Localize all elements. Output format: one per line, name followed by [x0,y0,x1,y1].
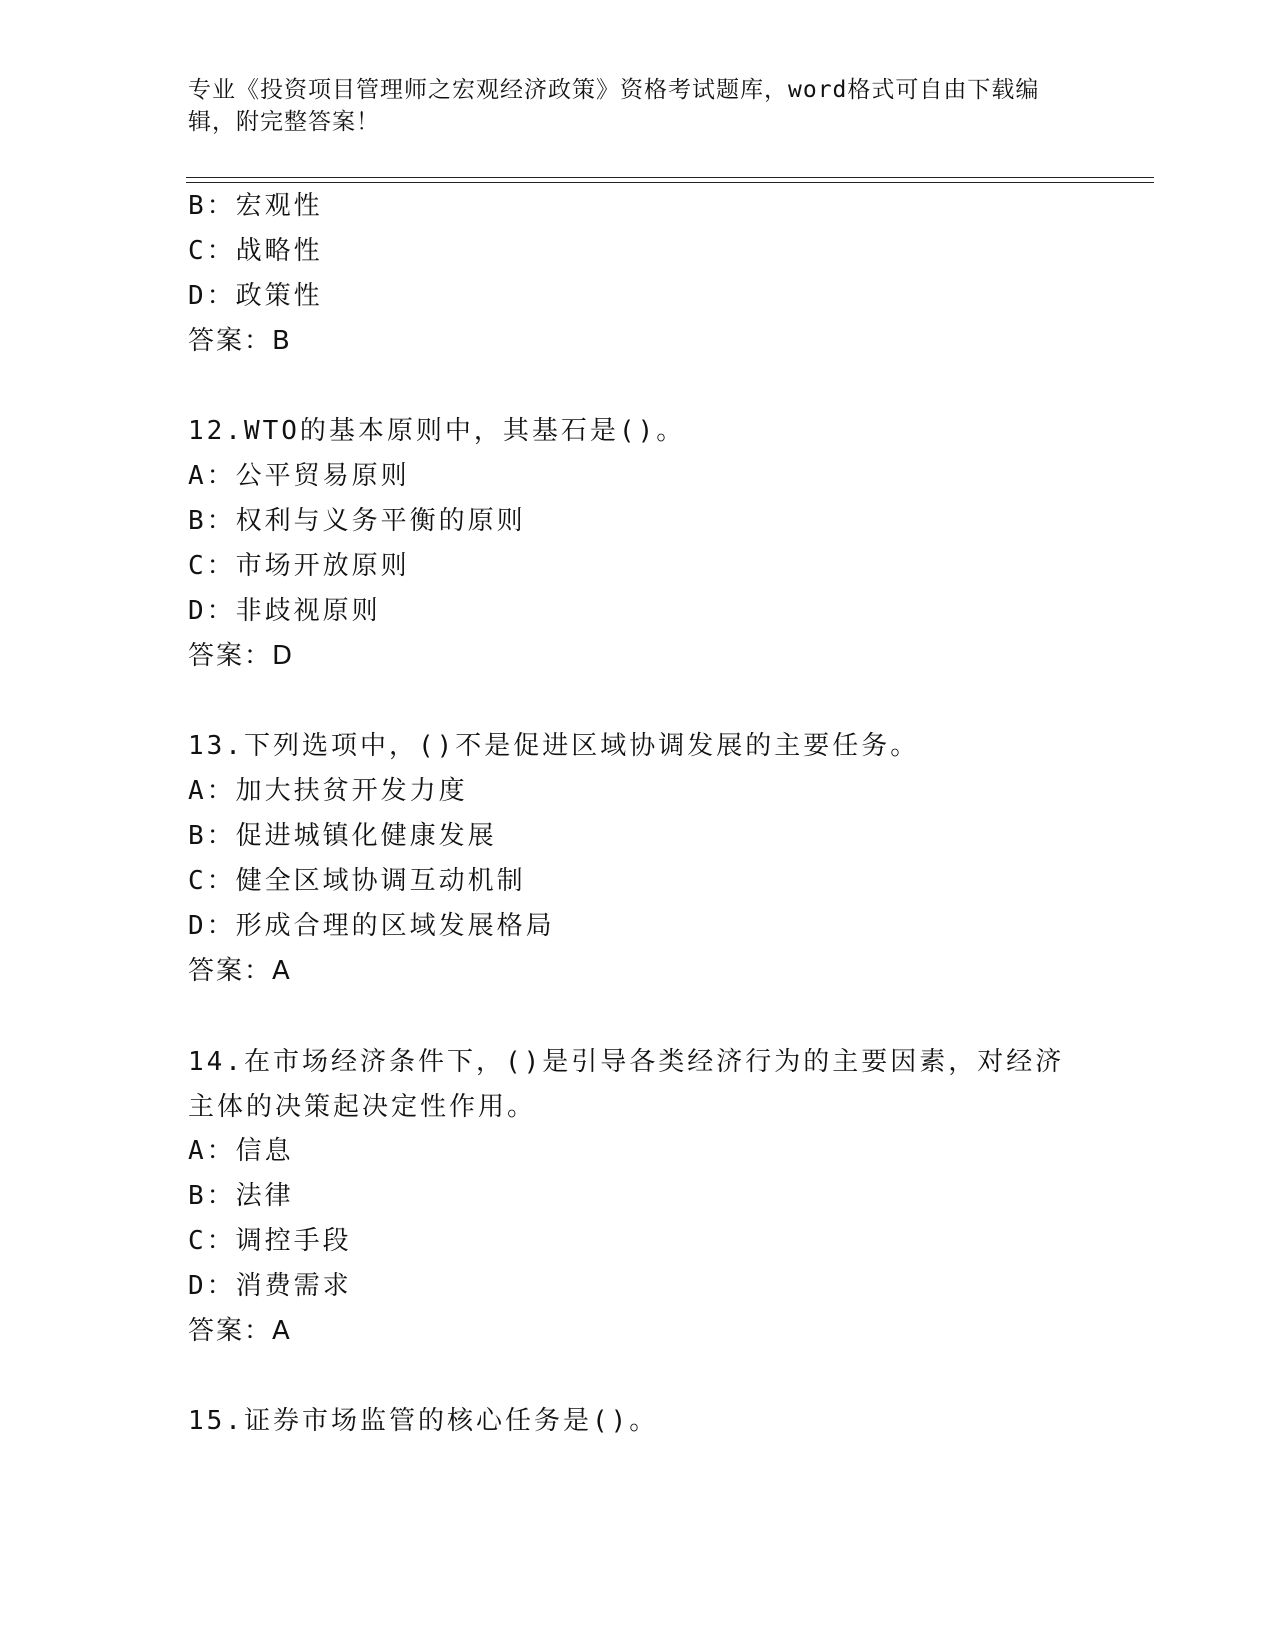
option-d: D：形成合理的区域发展格局 [188,911,555,941]
answer: 答案：D [188,641,295,671]
option-b: B：促进城镇化健康发展 [188,821,497,851]
question-stem: 12.WTO的基本原则中，其基石是()。 [188,416,686,446]
option-d: D：消费需求 [188,1271,352,1301]
option-b: B：宏观性 [188,191,323,221]
option-c: C：调控手段 [188,1226,352,1256]
option-a: A：加大扶贫开发力度 [188,776,468,806]
header-rule-bottom [186,182,1154,183]
question-stem: 15.证券市场监管的核心任务是()。 [188,1406,659,1436]
document-header: 专业《投资项目管理师之宏观经济政策》资格考试题库，word格式可自由下载编辑，附完整答案！ [188,77,1040,135]
question-stem: 14.在市场经济条件下，()是引导各类经济行为的主要因素，对经济主体的决策起决定性作用。 [188,1047,1065,1122]
option-a: A：信息 [188,1136,294,1166]
option-b: B：法律 [188,1181,294,1211]
option-a: A：公平贸易原则 [188,461,410,491]
answer: 答案：B [188,326,292,356]
answer: 答案：A [188,956,292,986]
answer: 答案：A [188,1316,292,1346]
option-d: D：政策性 [188,281,323,311]
option-c: C：市场开放原则 [188,551,410,581]
option-c: C：健全区域协调互动机制 [188,866,526,896]
question-stem: 13.下列选项中，()不是促进区域协调发展的主要任务。 [188,731,920,761]
option-c: C：战略性 [188,236,323,266]
header-rule-top [186,177,1154,178]
option-d: D：非歧视原则 [188,596,381,626]
option-b: B：权利与义务平衡的原则 [188,506,526,536]
